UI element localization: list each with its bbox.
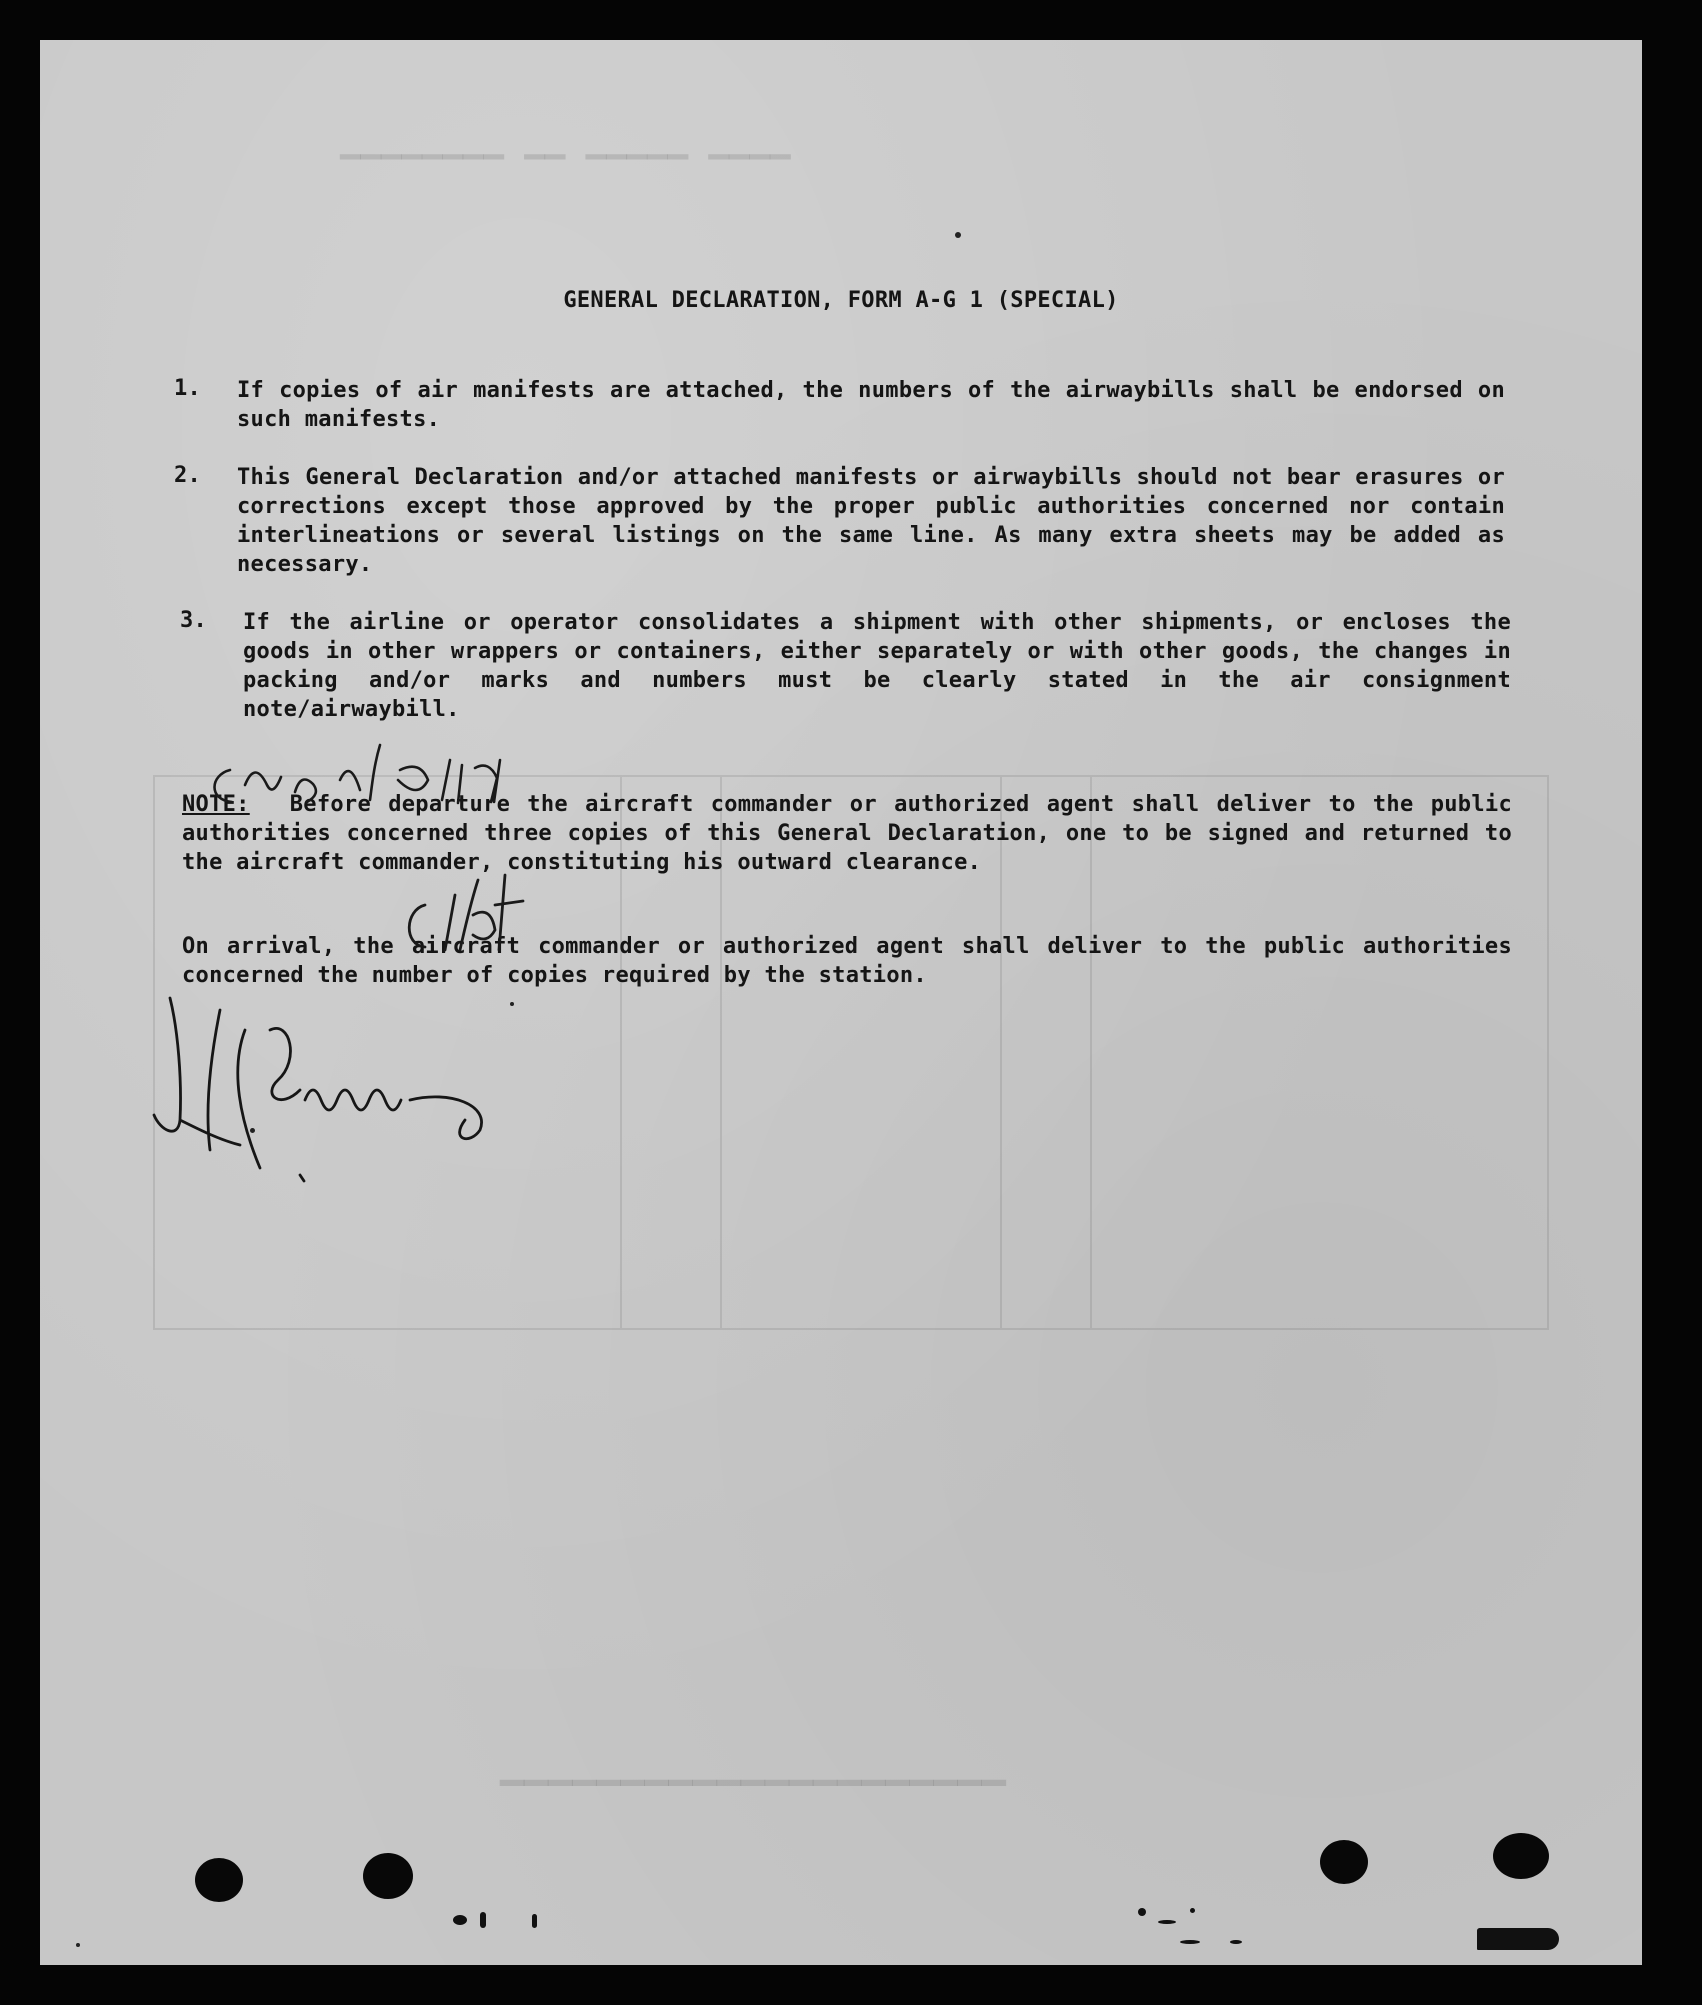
note-text: Before departure the aircraft commander or authorized agent shall deliver to the public authorities concerned three copies of this General Declaration, one to be signed and returned to the aircraft commander, constituting his outward clearance.	[182, 792, 1512, 875]
list-item-text: If copies of air manifests are attached, the numbers of the airwaybills shall be endorsed on such manifests.	[237, 378, 1505, 432]
handwritten-initials-middle	[385, 865, 555, 975]
ink-speck	[76, 1943, 80, 1947]
binder-hole	[1493, 1833, 1549, 1879]
ink-speck	[480, 1912, 486, 1928]
ink-speck	[1230, 1940, 1242, 1944]
handwritten-initials-upper	[200, 730, 560, 820]
list-item-3	[180, 608, 1560, 724]
paper-sheet	[40, 40, 1642, 1965]
ink-speck	[1158, 1920, 1176, 1924]
ink-speck	[510, 1002, 514, 1006]
binder-hole	[363, 1853, 413, 1899]
list-item-text: If the airline or operator consolidates a shipment with other shipments, or encloses the goods in other wrappers or containers, either separately or with other goods, the changes in packing and/or marks and numbers must be clearly stated in the air consignment note/airwaybill.	[243, 610, 1511, 722]
show-through-heading-lower: ▁▁▁▁▁▁▁▁▁▁▁▁▁▁▁▁▁▁▁▁▁	[500, 1740, 1006, 1786]
list-item-number: 3.	[180, 608, 208, 633]
binder-hole	[1320, 1840, 1368, 1884]
list-item-1	[174, 376, 1554, 434]
ink-speck	[955, 232, 961, 238]
ink-speck	[532, 1914, 537, 1928]
handwritten-signature-lower	[150, 990, 550, 1190]
ink-speck	[453, 1915, 467, 1925]
binder-hole	[195, 1858, 243, 1902]
ink-speck	[1190, 1908, 1195, 1913]
note-label: NOTE:	[182, 792, 250, 817]
list-item-number: 1.	[174, 376, 202, 401]
list-item-text: This General Declaration and/or attached manifests or airwaybills should not bear erasures or corrections except those approved by the proper public authorities concerned nor contain interlineations or several listings on the same line. As many extra sheets may be added as necessary.	[237, 465, 1505, 577]
ink-speck	[1180, 1940, 1200, 1944]
ink-speck	[250, 1128, 255, 1133]
page-title: GENERAL DECLARATION, FORM A-G 1 (SPECIAL)	[563, 288, 1119, 313]
list-item-2	[174, 463, 1554, 579]
show-through-heading: ▁▁▁▁ ▁▁▁▁▁ ▁▁ ▁▁▁▁▁▁▁▁	[340, 120, 791, 160]
arrival-paragraph: On arrival, the aircraft commander or authorized agent shall deliver to the public authorities concerned the number of copies required by the station.	[182, 934, 1512, 988]
list-item-number: 2.	[174, 463, 202, 488]
ink-speck	[1138, 1908, 1146, 1916]
ink-speck	[1477, 1928, 1559, 1950]
